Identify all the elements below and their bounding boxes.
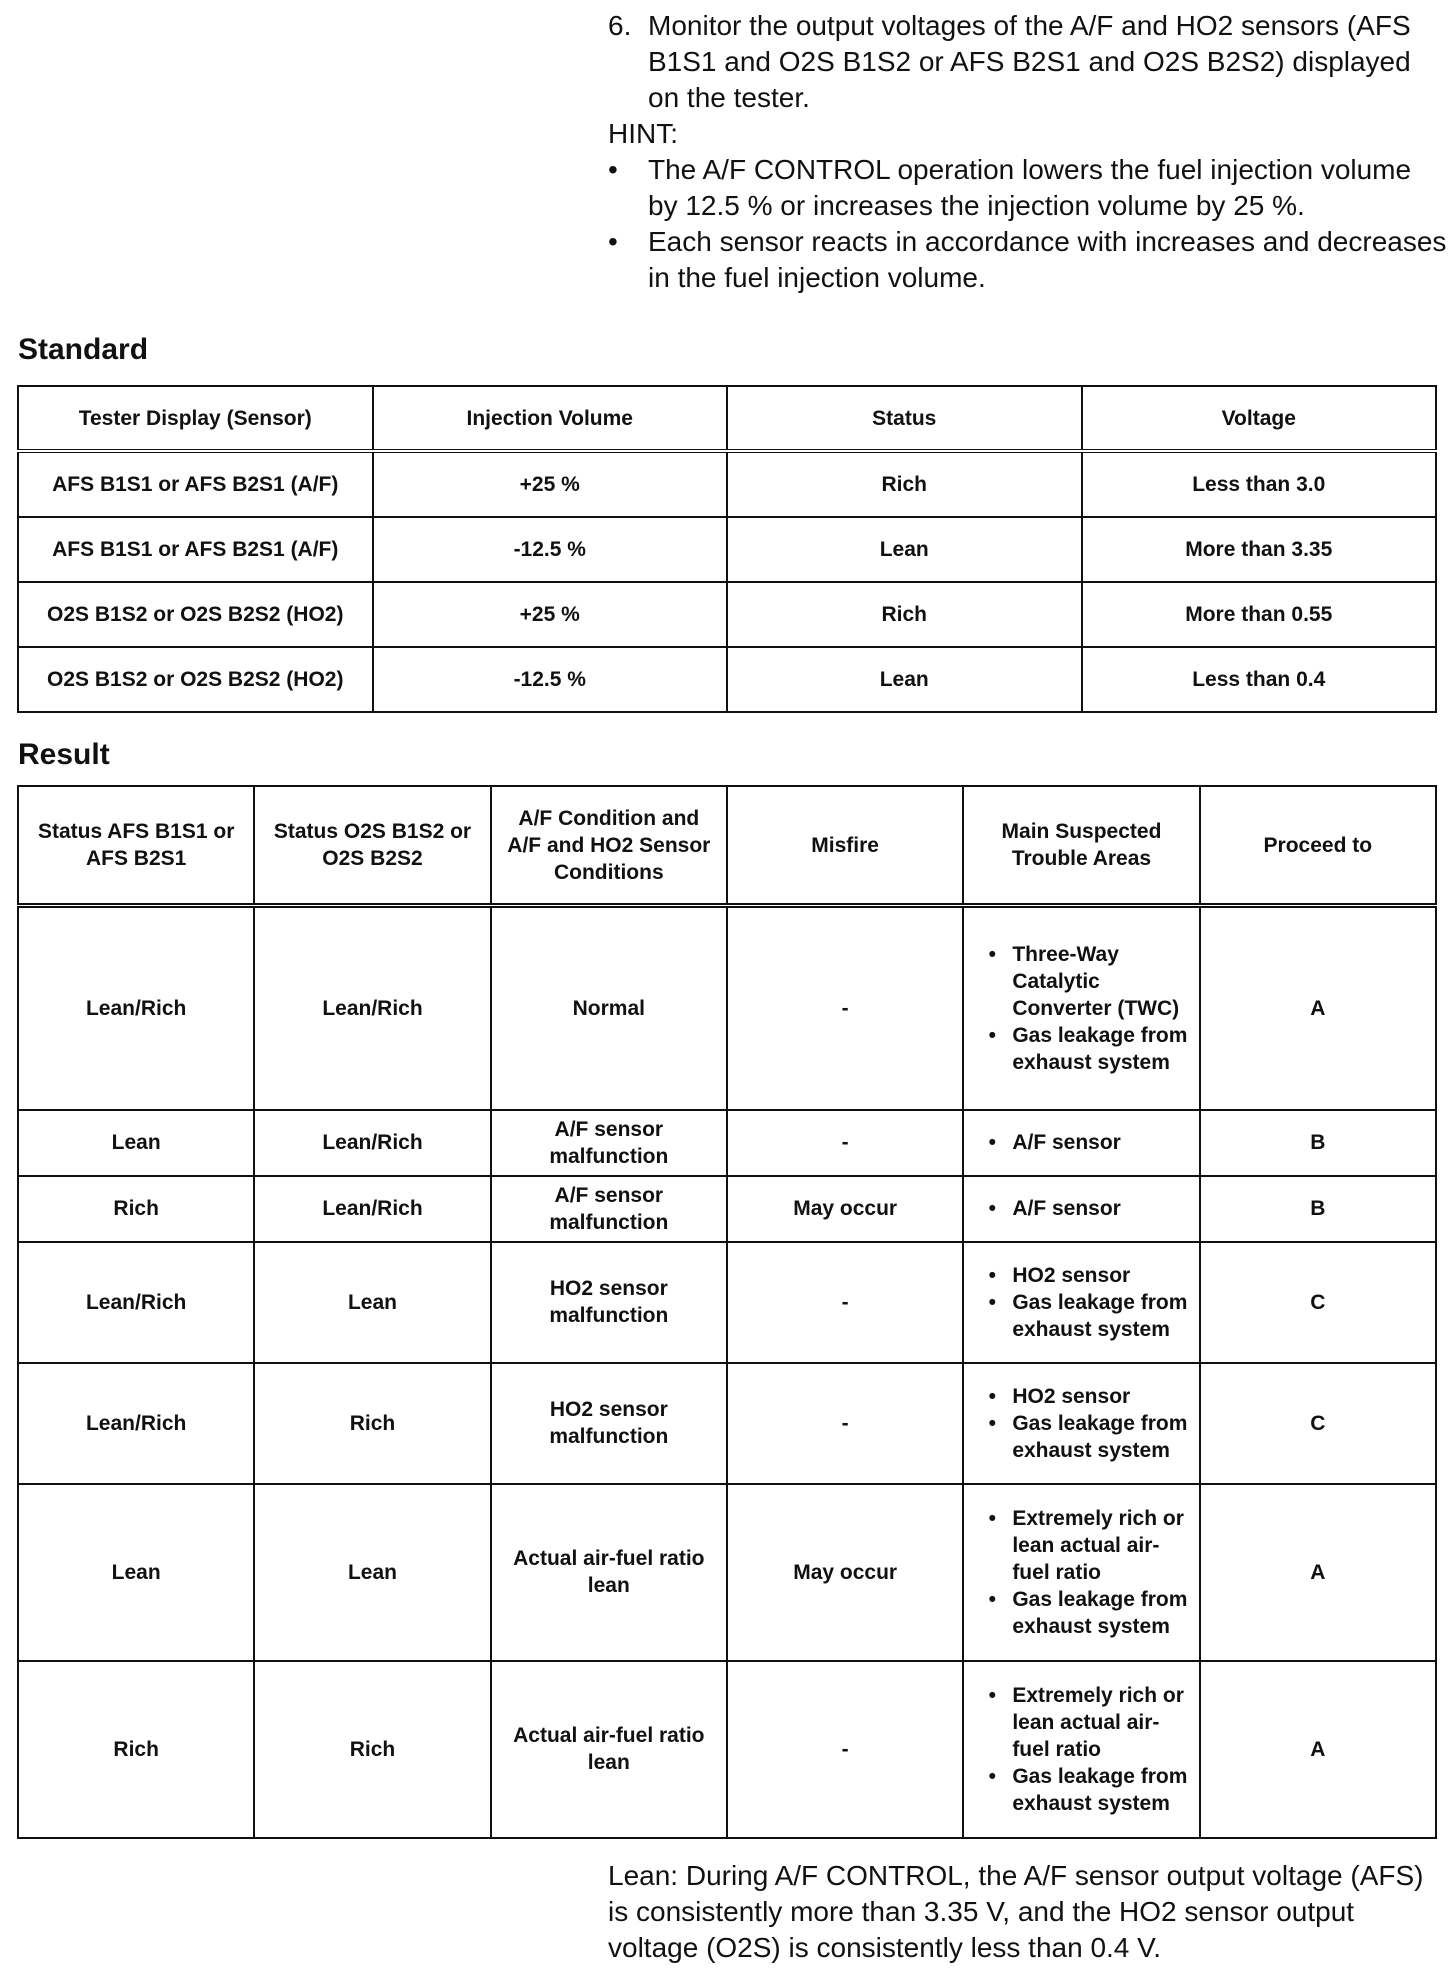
column-header: Tester Display (Sensor) xyxy=(18,386,373,451)
voltage-cell: Less than 0.4 xyxy=(1082,647,1437,712)
condition-cell: Actual air-fuel ratio lean xyxy=(491,1484,727,1661)
hint-label: HINT: xyxy=(608,118,678,149)
standard-table xyxy=(17,385,1437,713)
bullet-icon: • xyxy=(988,1290,996,1314)
hint-item xyxy=(608,152,1448,224)
step-text: Monitor the output voltages of the A/F and HO2 sensors (AFS B1S1 and O2S B1S2 or AFS B2S1 and O2S B2S2) displayed on the tester. xyxy=(648,10,1411,113)
list-item xyxy=(972,1289,1190,1343)
condition-cell: A/F sensor malfunction xyxy=(491,1110,727,1176)
status-cell: Rich xyxy=(727,451,1082,517)
o2s-status-cell: Rich xyxy=(254,1363,490,1484)
bullet-icon: • xyxy=(988,1506,996,1530)
bullet-icon: • xyxy=(988,1197,996,1220)
afs-status-cell: Lean xyxy=(18,1484,254,1661)
proceed-cell: B xyxy=(1200,1176,1436,1242)
column-header: Voltage xyxy=(1082,386,1437,451)
misfire-cell: May occur xyxy=(727,1176,963,1242)
result-title: Result xyxy=(18,738,110,771)
condition-cell: HO2 sensor malfunction xyxy=(491,1363,727,1484)
table-header-row xyxy=(18,786,1436,906)
trouble-areas-cell xyxy=(963,906,1199,1110)
condition-cell: HO2 sensor malfunction xyxy=(491,1242,727,1363)
list-item xyxy=(972,1682,1190,1763)
proceed-cell: B xyxy=(1200,1110,1436,1176)
table-row xyxy=(18,1176,1436,1242)
tester-display-cell: O2S B1S2 or O2S B2S2 (HO2) xyxy=(18,582,373,647)
proceed-cell: A xyxy=(1200,906,1436,1110)
trouble-area-text: Gas leakage from exhaust system xyxy=(1012,1023,1188,1074)
list-item xyxy=(972,1262,1190,1289)
procedure-step xyxy=(608,8,1448,116)
table-row xyxy=(18,517,1436,582)
injection-volume-cell: +25 % xyxy=(373,451,728,517)
table-row xyxy=(18,647,1436,712)
misfire-cell: - xyxy=(727,1242,963,1363)
list-item xyxy=(972,1022,1190,1076)
table-row xyxy=(18,1242,1436,1363)
o2s-status-cell: Lean/Rich xyxy=(254,1110,490,1176)
afs-status-cell: Rich xyxy=(18,1661,254,1838)
misfire-cell: - xyxy=(727,906,963,1110)
column-header: Proceed to xyxy=(1200,786,1436,906)
column-header: Injection Volume xyxy=(373,386,728,451)
list-item xyxy=(972,1505,1190,1586)
footer-note: Lean: During A/F CONTROL, the A/F sensor output voltage (AFS) is consistently more than 3.35 V, and the HO2 sensor output voltage (O2S) is consistently less than 0.4 V. xyxy=(608,1860,1424,1963)
o2s-status-cell: Lean/Rich xyxy=(254,906,490,1110)
column-header: Status xyxy=(727,386,1082,451)
tester-display-cell: O2S B1S2 or O2S B2S2 (HO2) xyxy=(18,647,373,712)
list-item xyxy=(972,1586,1190,1640)
proceed-cell: A xyxy=(1200,1661,1436,1838)
trouble-area-text: Gas leakage from exhaust system xyxy=(1012,1587,1188,1638)
intro-section xyxy=(608,8,1448,296)
afs-status-cell: Lean xyxy=(18,1110,254,1176)
table-row xyxy=(18,1110,1436,1176)
trouble-area-text: Gas leakage from exhaust system xyxy=(1012,1411,1188,1462)
afs-status-cell: Rich xyxy=(18,1176,254,1242)
bullet-icon: • xyxy=(988,1411,996,1435)
trouble-area-text: Gas leakage from exhaust system xyxy=(1012,1764,1188,1815)
misfire-cell: - xyxy=(727,1110,963,1176)
list-item xyxy=(972,941,1190,1022)
trouble-areas-cell xyxy=(963,1363,1199,1484)
condition-cell: Normal xyxy=(491,906,727,1110)
bullet-icon: • xyxy=(988,1587,996,1611)
standard-title: Standard xyxy=(18,333,149,366)
o2s-status-cell: Rich xyxy=(254,1661,490,1838)
list-item xyxy=(972,1410,1190,1464)
table-row xyxy=(18,1484,1436,1661)
trouble-areas-cell xyxy=(963,1110,1199,1176)
status-cell: Rich xyxy=(727,582,1082,647)
column-header: A/F Condition and A/F and HO2 Sensor Conditions xyxy=(491,786,727,906)
injection-volume-cell: +25 % xyxy=(373,582,728,647)
bullet-icon: • xyxy=(988,1023,996,1047)
misfire-cell: May occur xyxy=(727,1484,963,1661)
trouble-area-text: HO2 sensor xyxy=(1012,1263,1131,1287)
bullet-icon: • xyxy=(988,1683,996,1707)
bullet-icon: • xyxy=(608,154,618,185)
trouble-area-text: Three-Way Catalytic Converter (TWC) xyxy=(1012,942,1180,1020)
bullet-icon: • xyxy=(988,942,996,966)
table-row xyxy=(18,451,1436,517)
status-cell: Lean xyxy=(727,647,1082,712)
afs-status-cell: Lean/Rich xyxy=(18,1242,254,1363)
proceed-cell: A xyxy=(1200,1484,1436,1661)
column-header: Misfire xyxy=(727,786,963,906)
condition-cell: Actual air-fuel ratio lean xyxy=(491,1661,727,1838)
trouble-areas-cell xyxy=(963,1176,1199,1242)
list-item xyxy=(972,1383,1190,1410)
trouble-area-text: A/F sensor xyxy=(1012,1131,1121,1154)
table-header-row xyxy=(18,386,1436,451)
hint-text: The A/F CONTROL operation lowers the fuel injection volume by 12.5 % or increases the injection volume by 25 %. xyxy=(648,154,1412,221)
bullet-icon: • xyxy=(608,226,618,257)
list-item xyxy=(972,1763,1190,1817)
voltage-cell: More than 3.35 xyxy=(1082,517,1437,582)
voltage-cell: More than 0.55 xyxy=(1082,582,1437,647)
proceed-cell: C xyxy=(1200,1363,1436,1484)
table-row xyxy=(18,1363,1436,1484)
bullet-icon: • xyxy=(988,1384,996,1408)
bullet-icon: • xyxy=(988,1263,996,1287)
o2s-status-cell: Lean/Rich xyxy=(254,1176,490,1242)
trouble-area-text: A/F sensor xyxy=(1012,1197,1121,1220)
status-cell: Lean xyxy=(727,517,1082,582)
result-table xyxy=(17,785,1437,1839)
injection-volume-cell: -12.5 % xyxy=(373,517,728,582)
voltage-cell: Less than 3.0 xyxy=(1082,451,1437,517)
list-item xyxy=(972,1129,1190,1156)
afs-status-cell: Lean/Rich xyxy=(18,906,254,1110)
trouble-areas-cell xyxy=(963,1242,1199,1363)
afs-status-cell: Lean/Rich xyxy=(18,1363,254,1484)
column-header: Main Suspected Trouble Areas xyxy=(963,786,1199,906)
trouble-area-text: Gas leakage from exhaust system xyxy=(1012,1290,1188,1341)
o2s-status-cell: Lean xyxy=(254,1484,490,1661)
step-number: 6. xyxy=(608,10,632,41)
misfire-cell: - xyxy=(727,1661,963,1838)
table-row xyxy=(18,582,1436,647)
hint-text: Each sensor reacts in accordance with increases and decreases in the fuel injection volume. xyxy=(648,226,1447,293)
hint-item xyxy=(608,224,1448,296)
condition-cell: A/F sensor malfunction xyxy=(491,1176,727,1242)
column-header: Status O2S B1S2 or O2S B2S2 xyxy=(254,786,490,906)
tester-display-cell: AFS B1S1 or AFS B2S1 (A/F) xyxy=(18,517,373,582)
misfire-cell: - xyxy=(727,1363,963,1484)
trouble-area-text: Extremely rich or lean actual air-fuel ratio xyxy=(1012,1683,1184,1761)
trouble-area-text: Extremely rich or lean actual air-fuel ratio xyxy=(1012,1506,1184,1584)
proceed-cell: C xyxy=(1200,1242,1436,1363)
o2s-status-cell: Lean xyxy=(254,1242,490,1363)
injection-volume-cell: -12.5 % xyxy=(373,647,728,712)
table-row xyxy=(18,906,1436,1110)
table-row xyxy=(18,1661,1436,1838)
trouble-area-text: HO2 sensor xyxy=(1012,1384,1131,1408)
bullet-icon: • xyxy=(988,1764,996,1788)
list-item xyxy=(972,1195,1190,1222)
trouble-areas-cell xyxy=(963,1484,1199,1661)
tester-display-cell: AFS B1S1 or AFS B2S1 (A/F) xyxy=(18,451,373,517)
column-header: Status AFS B1S1 or AFS B2S1 xyxy=(18,786,254,906)
trouble-areas-cell xyxy=(963,1661,1199,1838)
bullet-icon: • xyxy=(988,1131,996,1154)
